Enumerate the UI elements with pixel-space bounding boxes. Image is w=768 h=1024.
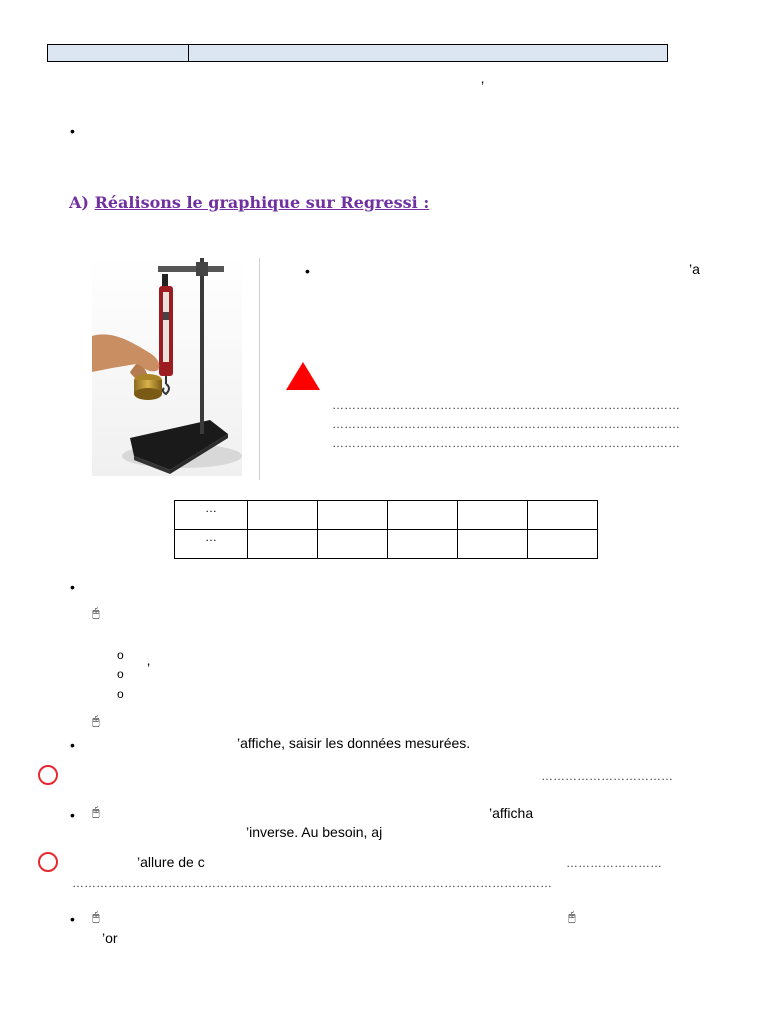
heading-prefix: A) xyxy=(69,193,95,212)
warning-triangle-icon xyxy=(286,362,320,390)
measurement-table xyxy=(174,500,598,559)
header-cell-2 xyxy=(189,45,667,61)
table-cell[interactable] xyxy=(388,530,458,559)
table-cell[interactable] xyxy=(318,530,388,559)
heading-title: Réalisons le graphique sur Regressi : xyxy=(94,193,430,212)
table-cell[interactable] xyxy=(388,501,458,530)
bullet: • xyxy=(70,911,75,927)
inverse-text: ’inverse. Au besoin, aj xyxy=(246,824,383,840)
sub-bullet: o xyxy=(117,648,124,662)
table-row xyxy=(175,501,598,530)
dotted-line: …………………… xyxy=(566,856,662,870)
mouse-icon: 🖰 xyxy=(92,909,100,924)
attention-circle-icon xyxy=(38,852,58,872)
table-cell[interactable] xyxy=(248,530,318,559)
section-heading xyxy=(69,193,429,212)
table-row xyxy=(175,530,598,559)
bullet: • xyxy=(70,807,75,823)
spring-scale-photo xyxy=(92,256,242,476)
bullet: • xyxy=(70,579,75,595)
header-comma: ’ xyxy=(481,78,485,94)
mouse-icon: 🖰 xyxy=(92,605,100,620)
table-cell[interactable] xyxy=(458,501,528,530)
bullet: • xyxy=(70,123,75,139)
attention-circle-icon xyxy=(38,765,58,785)
bullet: • xyxy=(70,737,75,753)
header-cell-1 xyxy=(48,45,189,61)
sub-bullet-comma: ’ xyxy=(147,660,151,676)
mouse-icon: 🖰 xyxy=(92,713,100,728)
affich-text: ’afficha xyxy=(489,805,534,821)
table-row-label: … xyxy=(175,530,248,559)
affiche-text: ’affiche, saisir les données mesurées. xyxy=(237,735,471,751)
or-text: ’or xyxy=(102,930,118,946)
table-row-label: … xyxy=(175,501,248,530)
dotted-line: …………………………………………………………………………… xyxy=(332,398,680,412)
dotted-line: …………………………………………………………………………… xyxy=(332,417,680,431)
table-cell[interactable] xyxy=(528,530,598,559)
dotted-line: ………………………………………………………………………………………………………… xyxy=(72,876,552,890)
header-table xyxy=(47,44,668,62)
table-cell[interactable] xyxy=(458,530,528,559)
sub-bullet: o xyxy=(117,687,124,701)
dotted-line: …………………………… xyxy=(541,769,673,783)
bullet: • xyxy=(305,263,310,279)
mouse-icon: 🖰 xyxy=(568,909,576,924)
line-end-text: ’a xyxy=(689,261,700,277)
mouse-icon: 🖰 xyxy=(92,804,100,819)
column-divider xyxy=(259,258,260,480)
dotted-line: …………………………………………………………………………… xyxy=(332,436,680,450)
table-cell[interactable] xyxy=(248,501,318,530)
table-cell[interactable] xyxy=(318,501,388,530)
sub-bullet: o xyxy=(117,667,124,681)
allure-text: ’allure de c xyxy=(137,854,205,870)
table-cell[interactable] xyxy=(528,501,598,530)
